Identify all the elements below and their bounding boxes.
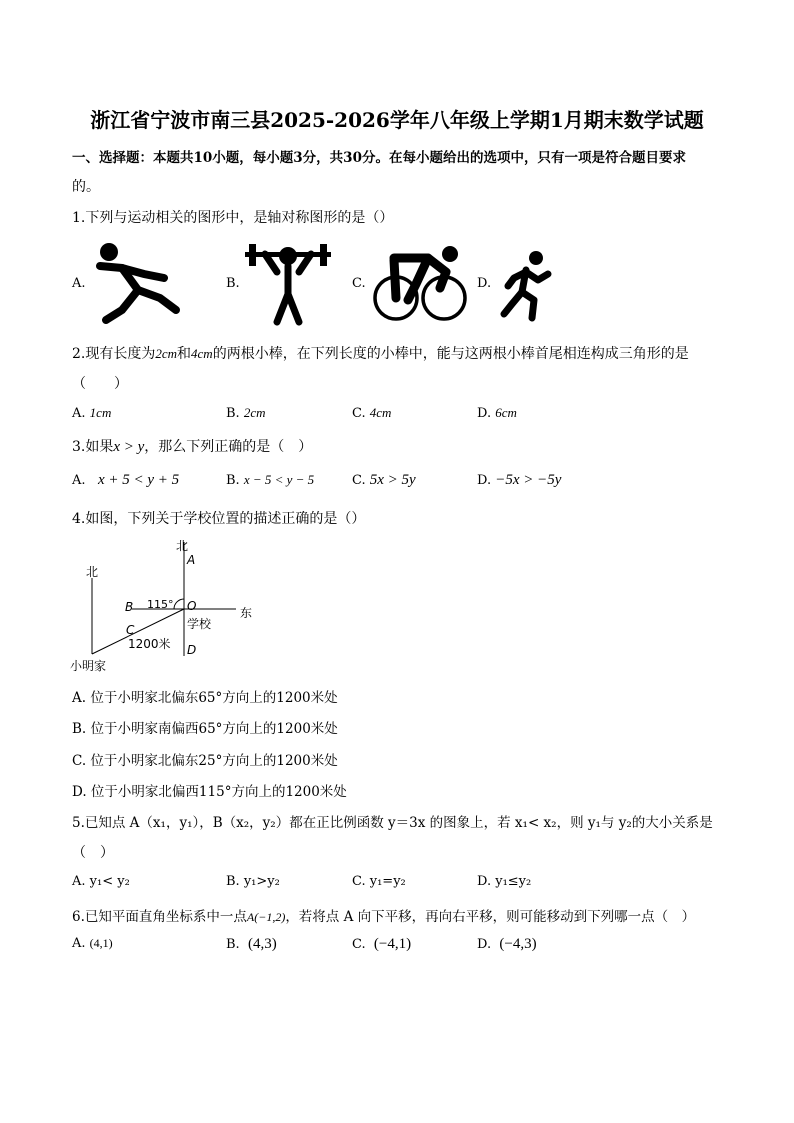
q3-option-a-value: x + 5 < y + 5: [97, 472, 180, 488]
q2-option-a-value: 1cm: [89, 405, 112, 420]
q3-option-a-label: A.: [72, 473, 86, 488]
q2-answer-paren: （ ）: [72, 376, 128, 392]
q3-stem: [72, 436, 312, 456]
q1-option-d-label: D.: [477, 276, 492, 291]
q6-option-b: [226, 936, 277, 953]
q3-stem-part2: ，那么下列正确的是（ ）: [144, 439, 313, 455]
q3-option-b-value: x − 5 < y − 5: [243, 472, 315, 487]
q4-label-a: A: [187, 553, 196, 567]
q1-option-a-label: A.: [72, 276, 86, 291]
q4-option-a: A. 位于小明家北偏东65°方向上的1200米处: [72, 690, 338, 706]
q2-option-d-label: D.: [477, 406, 492, 421]
q4-label-school: 学校: [187, 617, 212, 631]
q4-stem: 4.如图，下列关于学校位置的描述正确的是（）: [72, 511, 366, 527]
q5-option-c: C. y₁=y₂: [352, 874, 406, 889]
q5-option-a: A. y₁< y₂: [72, 874, 130, 889]
q6-option-a-label: A.: [72, 936, 86, 951]
q3-option-b: [226, 472, 314, 488]
volleyball-player-icon: [92, 240, 184, 328]
q3-option-d-value: −5x > −5y: [495, 472, 562, 488]
q4-label-b: B: [125, 600, 134, 614]
q4-option-b: B. 位于小明家南偏西65°方向上的1200米处: [72, 721, 338, 737]
q2-option-c: [352, 405, 391, 421]
q3-option-a: [72, 472, 179, 489]
q6-option-d: [477, 936, 537, 953]
q2-option-b-label: B.: [226, 406, 240, 421]
q3-option-c-value: 5x > 5y: [369, 472, 416, 488]
q4-label-north-left: 北: [86, 565, 99, 579]
q2-length-1: 2cm: [155, 346, 178, 361]
q3-option-c: [352, 472, 416, 489]
q6-point: A(−1,2): [246, 910, 286, 924]
q2-stem: [72, 343, 689, 363]
q4-label-c: C: [126, 623, 135, 637]
q2-option-a: [72, 405, 111, 421]
q3-option-b-label: B.: [226, 473, 240, 488]
section-instruction-line1: 一、选择题：本题共10小题，每小题3分，共30分。在每小题给出的选项中，只有一项是符合题目要求: [72, 150, 686, 166]
q5-option-b: B. y₁>y₂: [226, 874, 280, 889]
q6-option-b-label: B.: [226, 937, 240, 952]
q3-stem-part1: 3.如果: [72, 439, 114, 455]
q2-option-b: [226, 405, 266, 421]
q2-option-a-label: A.: [72, 406, 86, 421]
q6-option-b-value: (4,3): [247, 936, 277, 952]
q4-label-o: O: [187, 599, 197, 613]
q4-label-east: 东: [240, 606, 253, 620]
q2-option-d: [477, 405, 517, 421]
q2-option-c-value: 4cm: [369, 405, 392, 420]
q3-condition: x > y: [113, 439, 145, 455]
q4-direction-diagram: [70, 536, 270, 674]
q2-stem-part3: 的两根小棒，在下列长度的小棒中，能与这两根小棒首尾相连构成三角形的是: [212, 346, 689, 362]
q1-option-b-label: B.: [226, 276, 240, 291]
q4-option-c: C. 位于小明家北偏东25°方向上的1200米处: [72, 753, 338, 769]
q2-option-d-value: 6cm: [495, 405, 517, 420]
q2-option-c-label: C.: [352, 406, 366, 421]
q6-stem-part1: 6.已知平面直角坐标系中一点: [72, 909, 247, 925]
q4-label-angle: 115°: [147, 598, 174, 611]
q3-option-d: [477, 472, 561, 489]
q6-option-a-value: (4,1): [89, 936, 113, 950]
q1-stem: 1.下列与运动相关的图形中，是轴对称图形的是（）: [72, 210, 394, 226]
q6-option-c: [352, 936, 411, 953]
q4-label-north-top: 北: [176, 539, 189, 553]
weightlifter-icon: [243, 240, 333, 326]
q2-option-b-value: 2cm: [243, 405, 266, 420]
q2-stem-part1: 2.现有长度为: [72, 346, 156, 362]
q6-option-c-value: (−4,1): [373, 936, 412, 952]
q5-stem: 5.已知点 A（x₁，y₁），B（x₂，y₂）都在正比例函数 y＝3x 的图象上，若 x₁< x₂，则 y₁与 y₂的大小关系是: [72, 815, 713, 831]
q6-option-a: [72, 936, 113, 951]
q3-option-c-label: C.: [352, 473, 366, 488]
q4-label-home: 小明家: [70, 659, 107, 673]
q6-option-d-label: D.: [477, 937, 492, 952]
q4-label-d: D: [187, 643, 197, 657]
q1-option-c-label: C.: [352, 276, 366, 291]
q2-stem-part2: 和: [177, 346, 192, 362]
q6-option-d-value: (−4,3): [499, 936, 537, 952]
q6-option-c-label: C.: [352, 937, 366, 952]
q5-answer-paren: （ ）: [72, 845, 114, 861]
runner-icon: [500, 248, 554, 324]
q6-stem-part2: ，若将点 A 向下平移，再向右平移，则可能移动到下列哪一点（ ）: [285, 909, 696, 925]
page-title: 浙江省宁波市南三县2025-2026学年八年级上学期1月期末数学试题: [90, 108, 704, 132]
q2-length-2: 4cm: [191, 346, 213, 361]
q4-label-distance: 1200米: [128, 637, 171, 651]
q3-option-d-label: D.: [477, 473, 492, 488]
cyclist-icon: [372, 240, 468, 322]
q5-option-d: D. y₁≤y₂: [477, 874, 532, 889]
section-instruction-line2: 的。: [72, 179, 100, 195]
q6-stem: [72, 905, 695, 925]
q4-option-d: D. 位于小明家北偏西115°方向上的1200米处: [72, 784, 347, 800]
